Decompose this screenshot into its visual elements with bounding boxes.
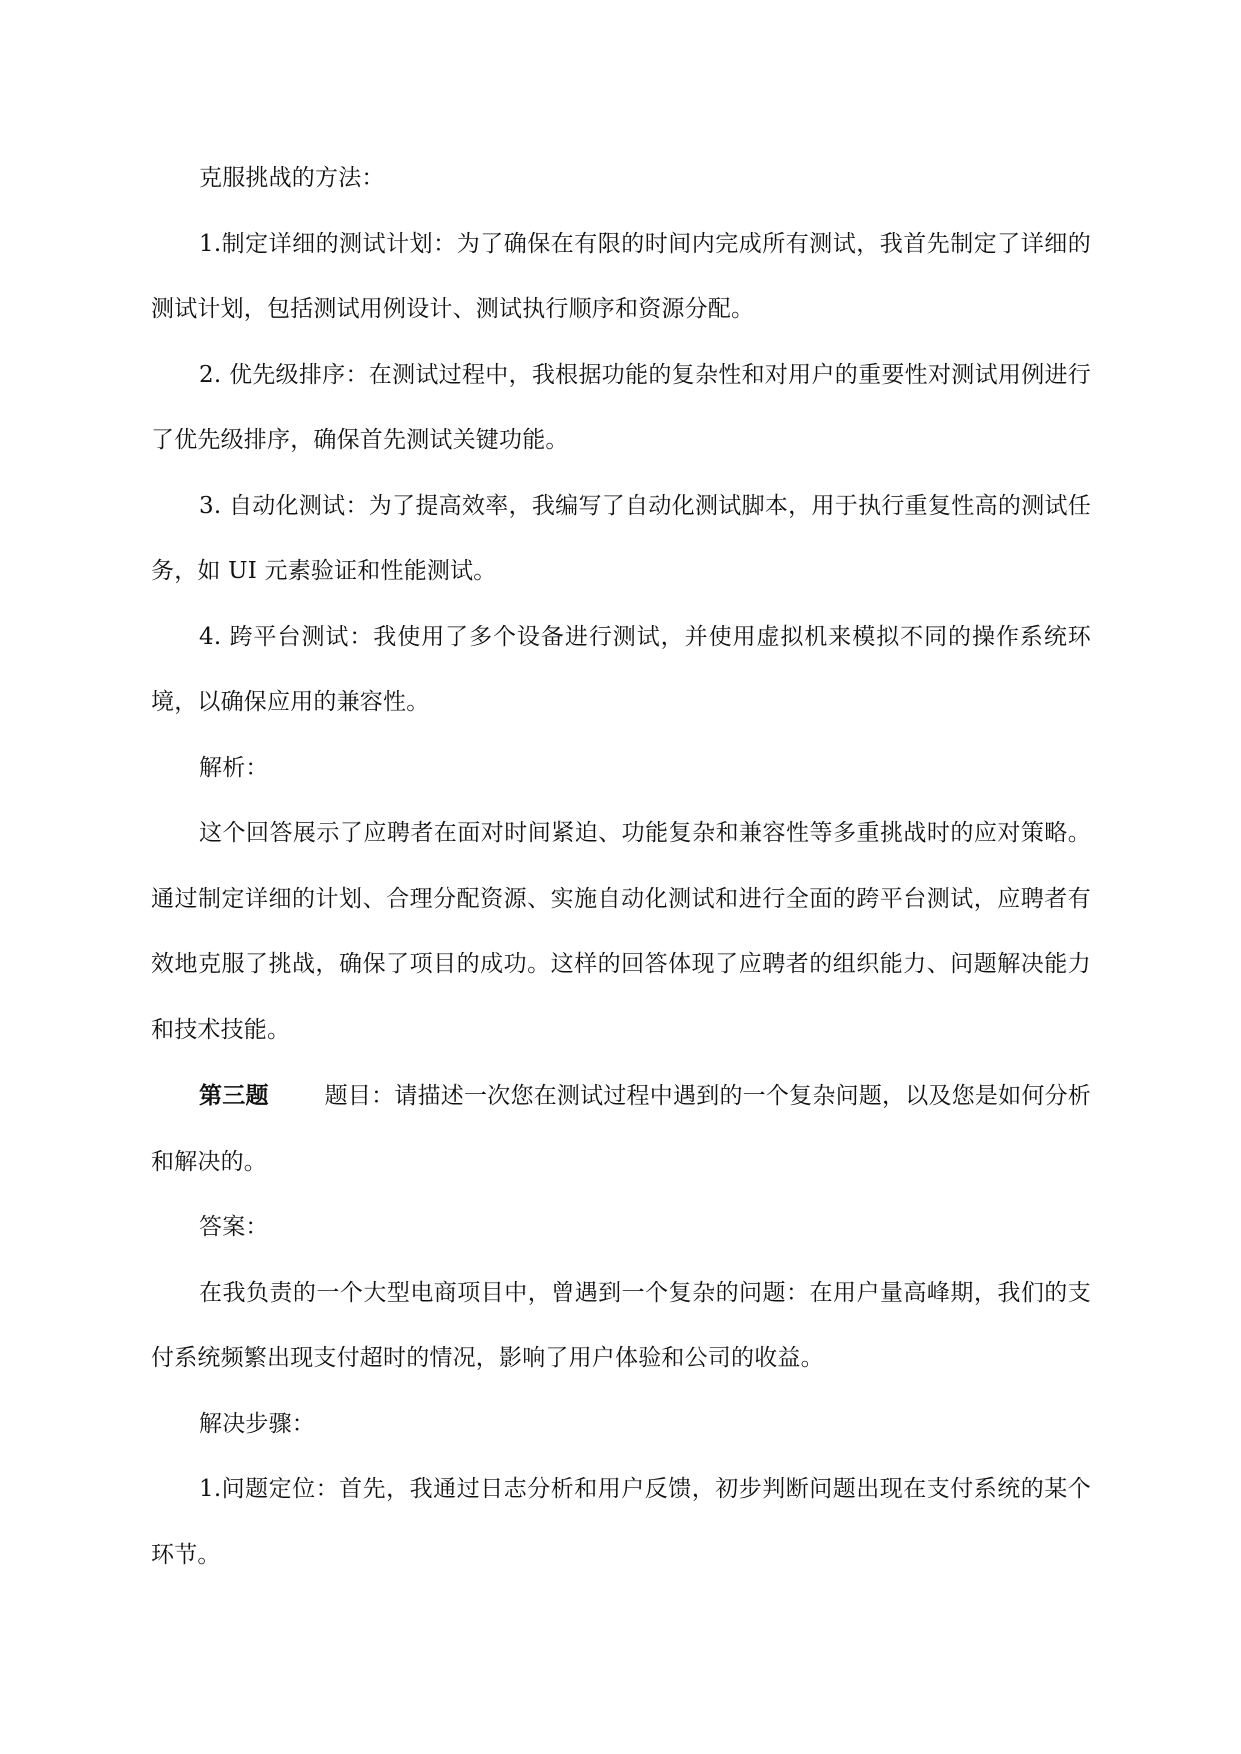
paragraph-method-1: 1.制定详细的测试计划：为了确保在有限的时间内完成所有测试，我首先制定了详细的测试计划，包括测试用例设计、测试执行顺序和资源分配。 xyxy=(151,230,1091,322)
question-label: 第三题 xyxy=(199,1082,269,1109)
question-heading xyxy=(151,1063,1091,1195)
paragraph-steps-heading: 解决步骤： xyxy=(199,1410,315,1437)
document-body xyxy=(151,146,1091,1588)
paragraph-method-4: 4. 跨平台测试：我使用了多个设备进行测试，并使用虚拟机来模拟不同的操作系统环境，以确保应用的兼容性。 xyxy=(151,623,1091,715)
paragraph-step-1: 1.问题定位：首先，我通过日志分析和用户反馈，初步判断问题出现在支付系统的某个环节。 xyxy=(151,1476,1091,1568)
paragraph-analysis-heading: 解析： xyxy=(199,754,269,781)
paragraph-answer-heading: 答案： xyxy=(199,1214,269,1240)
paragraph-methods-heading: 克服挑战的方法： xyxy=(199,165,385,191)
paragraph-analysis-body: 这个回答展示了应聘者在面对时间紧迫、功能复杂和兼容性等多重挑战时的应对策略。通过制定详细的计划、合理分配资源、实施自动化测试和进行全面的跨平台测试，应聘者有效地克服了挑战，确保了项目的成功。这样的回答体现了应聘者的组织能力、问题解决能力和技术技能。 xyxy=(151,820,1091,1043)
paragraph-method-3: 3. 自动化测试：为了提高效率，我编写了自动化测试脚本，用于执行重复性高的测试任务，如 UI 元素验证和性能测试。 xyxy=(151,492,1091,584)
question-text: 题目：请描述一次您在测试过程中遇到的一个复杂问题，以及您是如何分析和解决的。 xyxy=(151,1083,1091,1175)
paragraph-method-2: 2. 优先级排序：在测试过程中，我根据功能的复杂性和对用户的重要性对测试用例进行了优先级排序，确保首先测试关键功能。 xyxy=(151,361,1091,453)
paragraph-answer-body: 在我负责的一个大型电商项目中，曾遇到一个复杂的问题：在用户量高峰期，我们的支付系统频繁出现支付超时的情况，影响了用户体验和公司的收益。 xyxy=(151,1279,1091,1371)
